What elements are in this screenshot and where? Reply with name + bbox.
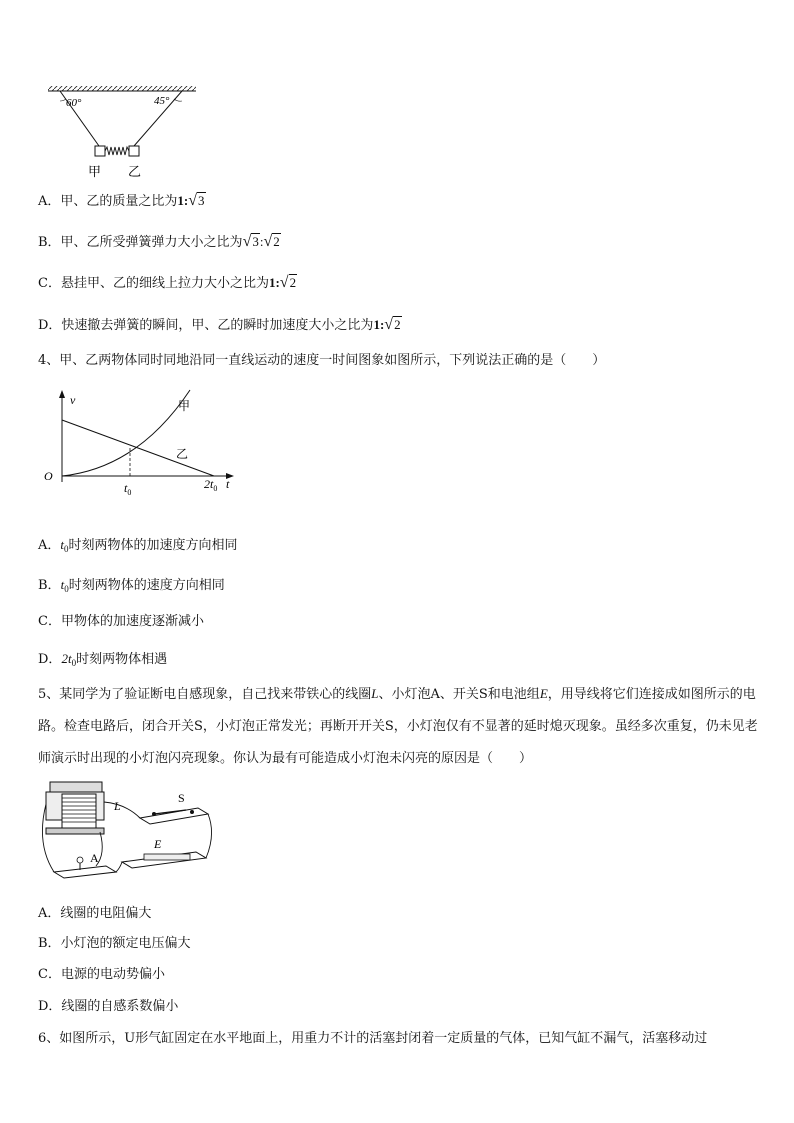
q5-option-a: A．线圈的电阻偏大 [38, 906, 152, 921]
series-yi-label: 乙 [176, 447, 189, 461]
q4-option-d: D．$2t_0$时刻两物体相遇 [38, 651, 168, 668]
q5-stem: 5、某同学为了验证断电自感现象，自己找来带铁心的线圈L、小灯泡A、开关S和电池组E，用导线将它们连接成如图所示的电路。检查电路后，闭合开关S，小灯泡正常发光；再断开开关S，小灯泡仅有不显著的延时熄灭现象。虽经多次重复，仍未见老师演示时出现的小灯泡闪亮现象。你认为最有可能造成小灯泡未闪亮的原因是（ ） [38, 686, 758, 766]
sqrt-symbol: √3 [188, 192, 205, 209]
q4-option-c: C．甲物体的加速度逐渐减小 [38, 614, 204, 629]
sqrt-symbol: √2 [279, 274, 297, 291]
spring-figure [44, 84, 204, 180]
q5-option-d: D．线圈的自感系数偏小 [38, 999, 179, 1014]
label-yi: 乙 [128, 164, 142, 179]
q5-option-b: B．小灯泡的额定电压偏大 [38, 936, 191, 951]
t0-label: $t_0$ [124, 481, 132, 497]
sqrt-symbol: √3 [242, 233, 259, 250]
sqrt-symbol: √2 [384, 316, 401, 333]
q6-stem: 6、如图所示，U形气缸固定在水平地面上，用重力不计的活塞封闭着一定质量的气体，已知气缸不漏气，活塞移动过 [38, 1031, 708, 1046]
label-jia: 甲 [88, 164, 102, 179]
switch-label-S: S [178, 791, 185, 805]
two-t0-label: $2t_0$ [204, 477, 218, 493]
coil-label-L: L [114, 799, 121, 813]
q4-option-a: A．$t_0$时刻两物体的加速度方向相同 [38, 537, 238, 554]
angle-60-label: 60° [66, 97, 82, 109]
q3-option-c: C．悬挂甲、乙的细线上拉力大小之比为1:√2 [38, 274, 297, 291]
axis-v-label: v [70, 393, 76, 407]
q5-option-c: C．电源的电动势偏小 [38, 967, 165, 982]
sqrt-symbol: √2 [263, 233, 280, 250]
battery-label-E: E [154, 837, 162, 851]
q4-option-b: B．$t_0$时刻两物体的速度方向相同 [38, 577, 225, 594]
lamp-label-A: A [90, 851, 99, 865]
vt-graph [40, 384, 240, 500]
q3-option-a: A．甲、乙的质量之比为1:√3 [38, 192, 205, 209]
angle-45-label: 45° [154, 95, 170, 107]
circuit-figure [36, 774, 216, 886]
series-jia-label: 甲 [178, 399, 191, 413]
q3-option-d: D．快速撤去弹簧的瞬间，甲、乙的瞬时加速度大小之比为1:√2 [38, 316, 401, 333]
origin-label: O [44, 469, 53, 483]
q4-stem: 4、甲、乙两物体同时同地沿同一直线运动的速度一时间图象如图所示，下列说法正确的是（ ） [38, 353, 606, 368]
axis-t-label: t [226, 477, 230, 491]
q3-option-b: B．甲、乙所受弹簧弹力大小之比为√3:√2 [38, 233, 280, 250]
